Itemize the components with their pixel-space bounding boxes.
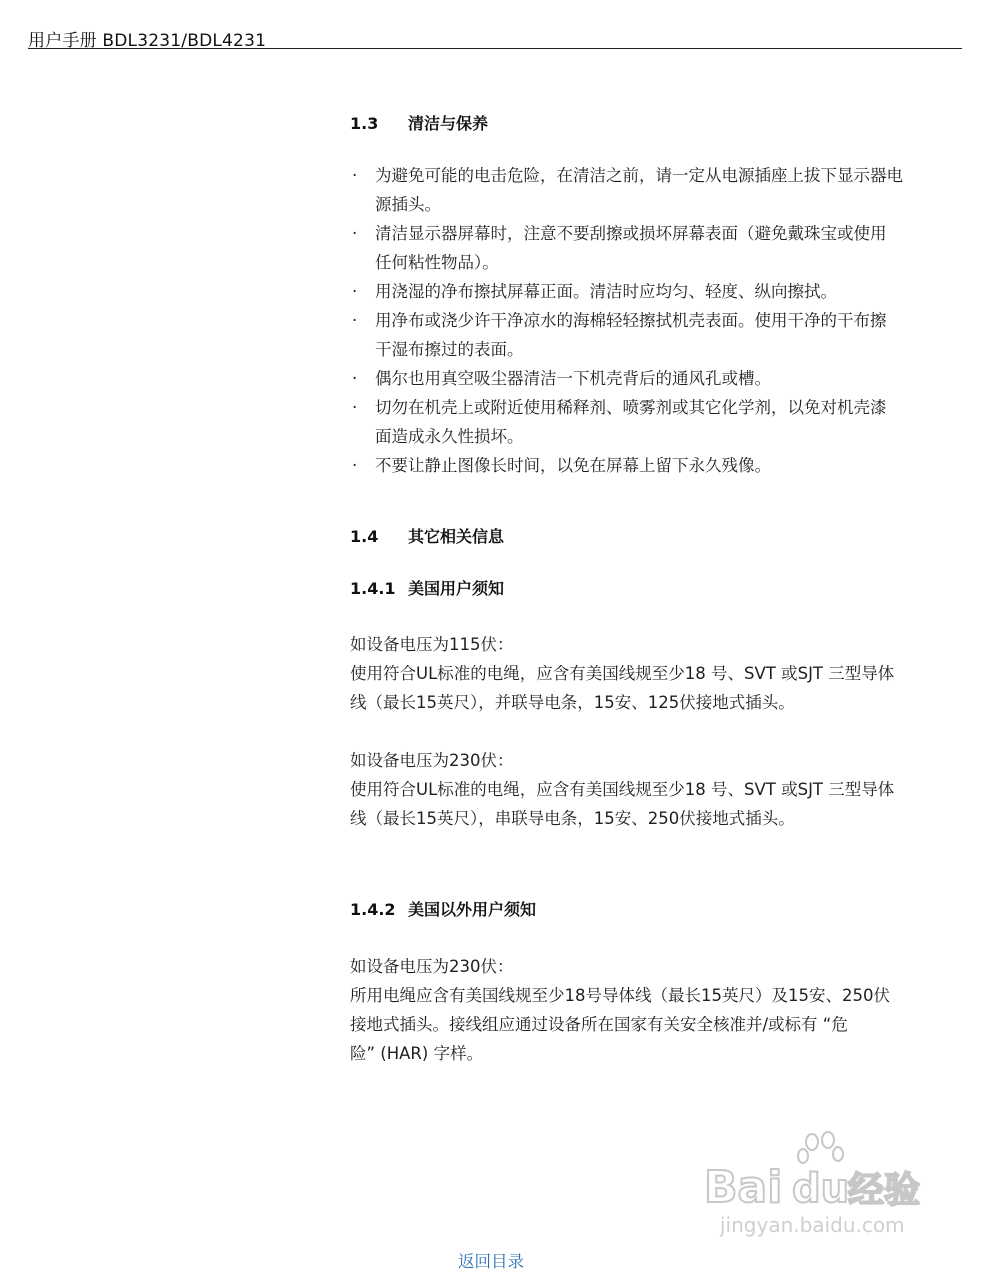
bullet-dot: · — [352, 398, 358, 417]
paragraph-line: 如设备电压为230伏： — [350, 957, 514, 976]
list-item — [350, 219, 965, 277]
bullet-dot: · — [352, 311, 358, 330]
section-number: 1.4.2 — [350, 900, 396, 919]
section-title: 美国以外用户须知 — [408, 900, 537, 919]
bullet-text: 切勿在机壳上或附近使用稀释剂、喷雾剂或其它化学剂，以免对机壳漆 — [375, 398, 887, 417]
list-item — [350, 306, 965, 364]
header-divider — [28, 48, 962, 49]
bullet-dot: · — [352, 166, 358, 185]
us-115v-paragraph — [350, 630, 965, 717]
section-1-4-1-heading — [350, 576, 504, 599]
bullet-text: 用净布或浇少许干净凉水的海棉轻轻擦拭机壳表面。使用干净的干布擦 — [375, 311, 887, 330]
paragraph-line: 如设备电压为230伏： — [350, 751, 514, 770]
list-item — [350, 161, 965, 219]
bullet-text: 源插头。 — [375, 195, 441, 214]
bullet-text: 任何粘性物品）。 — [375, 253, 499, 272]
bullet-dot: · — [352, 224, 358, 243]
bullet-text: 面造成永久性损坏。 — [375, 427, 524, 446]
list-item — [350, 451, 965, 480]
paragraph-line: 如设备电压为115伏： — [350, 635, 514, 654]
bullet-text: 为避免可能的电击危险，在清洁之前，请一定从电源插座上拔下显示器电 — [375, 166, 903, 185]
paragraph-line: 使用符合UL标准的电绳，应含有美国线规至少18 号、SVT 或SJT 三型导体 — [350, 664, 895, 683]
list-item — [350, 393, 965, 451]
section-1-4-heading — [350, 524, 504, 547]
bullet-text: 用浇湿的净布擦拭屏幕正面。清洁时应均匀、轻度、纵向擦拭。 — [375, 282, 837, 301]
section-number: 1.4.1 — [350, 579, 396, 598]
paragraph-line: 险” (HAR) 字样。 — [350, 1044, 484, 1063]
back-to-contents-link[interactable]: 返回目录 — [458, 1252, 524, 1271]
paragraph-line: 使用符合UL标准的电绳，应含有美国线规至少18 号、SVT 或SJT 三型导体 — [350, 780, 895, 799]
section-1-3-heading — [350, 111, 488, 134]
bullet-text: 清洁显示器屏幕时，注意不要刮擦或损坏屏幕表面（避免戴珠宝或使用 — [375, 224, 887, 243]
paragraph-line: 线（最长15英尺），并联导电条，15安、125伏接地式插头。 — [350, 693, 795, 712]
section-title: 清洁与保养 — [408, 114, 489, 133]
bullet-text: 干湿布擦过的表面。 — [375, 340, 524, 359]
section-1-4-2-heading — [350, 897, 536, 920]
section-number: 1.3 — [350, 114, 379, 133]
section-title: 美国用户须知 — [408, 579, 505, 598]
list-item — [350, 364, 965, 393]
section-title: 其它相关信息 — [408, 527, 505, 546]
section-number: 1.4 — [350, 527, 379, 546]
paw-icon — [798, 1132, 843, 1163]
svg-text:经验: 经验 — [848, 1170, 921, 1211]
bullet-dot: · — [352, 456, 358, 475]
bullet-dot: · — [352, 282, 358, 301]
non-us-230v-paragraph — [350, 952, 965, 1068]
bullet-text: 不要让静止图像长时间，以免在屏幕上留下永久残像。 — [375, 456, 771, 475]
list-item — [350, 277, 965, 306]
paragraph-line: 接地式插头。接线组应通过设备所在国家有关安全核准并/或标有 “危 — [350, 1015, 848, 1034]
baidu-jingyan-watermark — [700, 1130, 940, 1240]
paragraph-line: 所用电绳应含有美国线规至少18号导体线（最长15英尺）及15安、250伏 — [350, 986, 890, 1005]
document-header-title: 用户手册 BDL3231/BDL4231 — [28, 31, 267, 51]
svg-text:du: du — [792, 1166, 850, 1212]
svg-text:Bai: Bai — [704, 1162, 783, 1213]
svg-text:jingyan.baidu.com: jingyan.baidu.com — [720, 1213, 905, 1237]
bullet-dot: · — [352, 369, 358, 388]
cleaning-bullet-list — [350, 161, 965, 480]
us-230v-paragraph — [350, 746, 965, 833]
bullet-text: 偶尔也用真空吸尘器清洁一下机壳背后的通风孔或槽。 — [375, 369, 771, 388]
paragraph-line: 线（最长15英尺），串联导电条，15安、250伏接地式插头。 — [350, 809, 795, 828]
